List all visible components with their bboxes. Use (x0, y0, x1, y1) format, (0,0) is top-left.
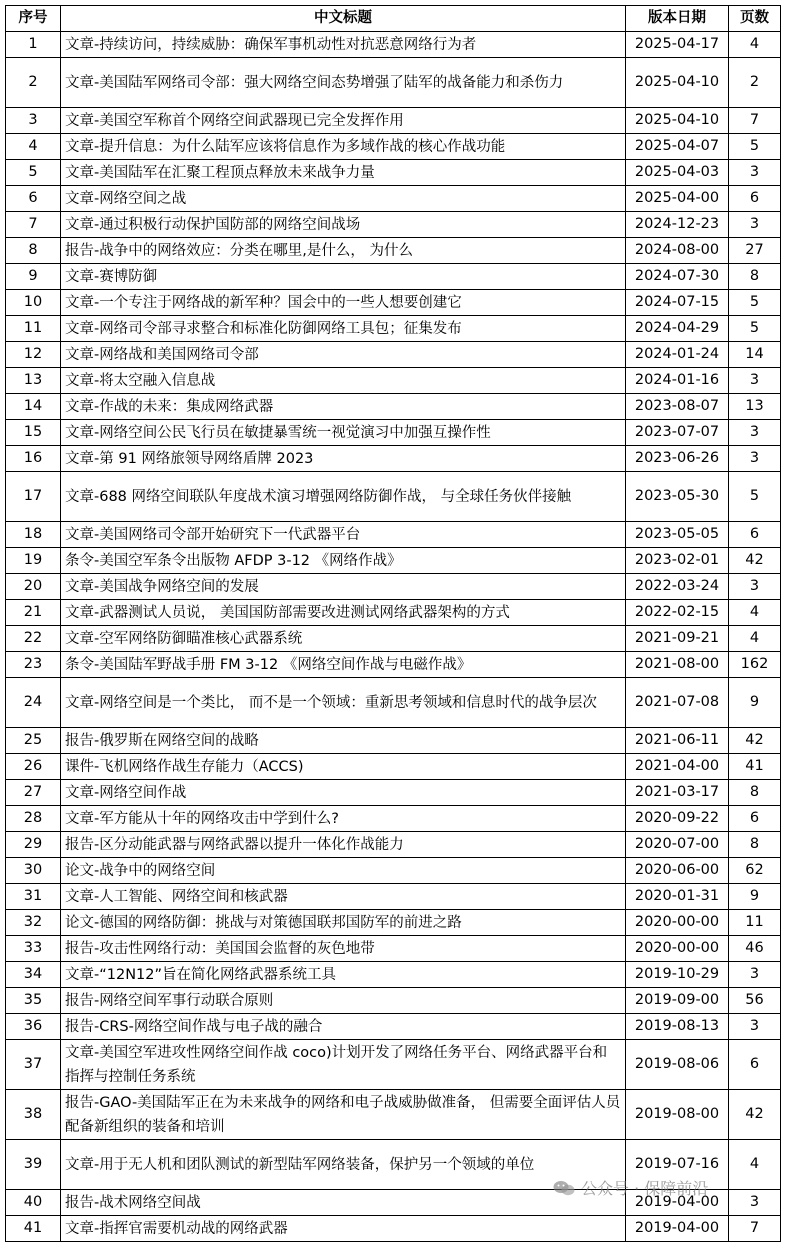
row-pages: 4 (729, 626, 781, 652)
row-pages: 9 (729, 884, 781, 910)
row-pages: 162 (729, 652, 781, 678)
row-title: 文章-网络空间是一个类比， 而不是一个领域：重新思考领域和信息时代的战争层次 (61, 678, 626, 728)
row-date: 2024-04-29 (626, 316, 729, 342)
row-title: 文章-赛博防御 (61, 264, 626, 290)
table-row (6, 1090, 781, 1140)
row-number: 33 (6, 936, 61, 962)
row-date: 2023-06-26 (626, 446, 729, 472)
row-title: 课件-飞机网络作战生存能力（ACCS) (61, 754, 626, 780)
header-no: 序号 (6, 6, 61, 32)
row-title: 文章-688 网络空间联队年度战术演习增强网络防御作战， 与全球任务伙伴接触 (61, 472, 626, 522)
row-pages: 46 (729, 936, 781, 962)
table-row (6, 652, 781, 678)
row-date: 2020-07-00 (626, 832, 729, 858)
row-pages: 3 (729, 1014, 781, 1040)
watermark-text: 公众号 · 保障前沿 (581, 1179, 709, 1198)
row-number: 24 (6, 678, 61, 728)
row-date: 2022-02-15 (626, 600, 729, 626)
row-pages: 3 (729, 446, 781, 472)
row-title: 文章-武器测试人员说， 美国国防部需要改进测试网络武器架构的方式 (61, 600, 626, 626)
table-row (6, 884, 781, 910)
row-number: 10 (6, 290, 61, 316)
row-number: 4 (6, 134, 61, 160)
row-pages: 4 (729, 600, 781, 626)
row-number: 9 (6, 264, 61, 290)
row-number: 30 (6, 858, 61, 884)
row-date: 2023-02-01 (626, 548, 729, 574)
row-number: 25 (6, 728, 61, 754)
row-number: 8 (6, 238, 61, 264)
row-date: 2024-01-24 (626, 342, 729, 368)
row-pages: 5 (729, 316, 781, 342)
row-pages: 11 (729, 910, 781, 936)
row-date: 2019-04-00 (626, 1190, 729, 1216)
row-number: 3 (6, 108, 61, 134)
table-body (6, 32, 781, 1242)
row-pages: 41 (729, 754, 781, 780)
table-row (6, 832, 781, 858)
row-pages: 42 (729, 1090, 781, 1140)
row-title: 文章-网络战和美国网络司令部 (61, 342, 626, 368)
table-row (6, 522, 781, 548)
row-date: 2025-04-03 (626, 160, 729, 186)
header-date: 版本日期 (626, 6, 729, 32)
row-date: 2025-04-07 (626, 134, 729, 160)
row-number: 39 (6, 1140, 61, 1190)
row-date: 2021-07-08 (626, 678, 729, 728)
row-pages: 14 (729, 342, 781, 368)
row-date: 2019-08-00 (626, 1090, 729, 1140)
row-pages: 13 (729, 394, 781, 420)
row-number: 21 (6, 600, 61, 626)
row-date: 2021-04-00 (626, 754, 729, 780)
row-number: 29 (6, 832, 61, 858)
table-row (6, 962, 781, 988)
row-number: 38 (6, 1090, 61, 1140)
table-row (6, 728, 781, 754)
row-number: 22 (6, 626, 61, 652)
row-pages: 4 (729, 1140, 781, 1190)
row-pages: 8 (729, 264, 781, 290)
table-row (6, 1014, 781, 1040)
row-pages: 8 (729, 780, 781, 806)
row-pages: 62 (729, 858, 781, 884)
row-title: 论文-战争中的网络空间 (61, 858, 626, 884)
table-row (6, 160, 781, 186)
row-title: 报告-攻击性网络行动：美国国会监督的灰色地带 (61, 936, 626, 962)
row-title: 文章-军方能从十年的网络攻击中学到什么? (61, 806, 626, 832)
row-pages: 42 (729, 548, 781, 574)
table-row (6, 446, 781, 472)
table-row (6, 342, 781, 368)
table-header-row (6, 6, 781, 32)
row-number: 32 (6, 910, 61, 936)
row-title: 报告-区分动能武器与网络武器以提升一体化作战能力 (61, 832, 626, 858)
row-title: 文章-提升信息：为什么陆军应该将信息作为多域作战的核心作战功能 (61, 134, 626, 160)
table-row (6, 212, 781, 238)
row-number: 6 (6, 186, 61, 212)
row-date: 2021-03-17 (626, 780, 729, 806)
row-date: 2020-09-22 (626, 806, 729, 832)
row-number: 35 (6, 988, 61, 1014)
row-number: 14 (6, 394, 61, 420)
row-pages: 6 (729, 186, 781, 212)
row-number: 15 (6, 420, 61, 446)
row-title: 文章-一个专注于网络战的新军种？国会中的一些人想要创建它 (61, 290, 626, 316)
row-date: 2023-05-05 (626, 522, 729, 548)
row-title: 文章-人工智能、网络空间和核武器 (61, 884, 626, 910)
row-title: 文章-美国战争网络空间的发展 (61, 574, 626, 600)
row-pages: 3 (729, 212, 781, 238)
row-date: 2019-08-06 (626, 1040, 729, 1090)
row-title: 报告-战术网络空间战 (61, 1190, 626, 1216)
row-title: 文章-美国陆军在汇聚工程顶点释放未来战争力量 (61, 160, 626, 186)
row-title: 论文-德国的网络防御：挑战与对策德国联邦国防军的前进之路 (61, 910, 626, 936)
table-row (6, 420, 781, 446)
row-title: 文章-将太空融入信息战 (61, 368, 626, 394)
table-row (6, 806, 781, 832)
row-number: 41 (6, 1216, 61, 1242)
row-title: 报告-GAO-美国陆军正在为未来战争的网络和电子战威胁做准备， 但需要全面评估人员配备新组织的装备和培训 (61, 1090, 626, 1140)
row-pages: 5 (729, 290, 781, 316)
row-title: 报告-CRS-网络空间作战与电子战的融合 (61, 1014, 626, 1040)
row-title: 文章-用于无人机和团队测试的新型陆军网络装备，保护另一个领域的单位 (61, 1140, 626, 1190)
row-date: 2023-05-30 (626, 472, 729, 522)
row-number: 40 (6, 1190, 61, 1216)
row-pages: 4 (729, 32, 781, 58)
table-row (6, 32, 781, 58)
row-number: 11 (6, 316, 61, 342)
row-title: 文章-作战的未来：集成网络武器 (61, 394, 626, 420)
row-pages: 56 (729, 988, 781, 1014)
row-title: 文章-网络空间作战 (61, 780, 626, 806)
row-number: 12 (6, 342, 61, 368)
table-row (6, 1040, 781, 1090)
table-row (6, 58, 781, 108)
table-row (6, 238, 781, 264)
row-title: 文章-持续访问，持续威胁：确保军事机动性对抗恶意网络行为者 (61, 32, 626, 58)
row-title: 文章-网络司令部寻求整合和标准化防御网络工具包；征集发布 (61, 316, 626, 342)
table-row (6, 678, 781, 728)
row-number: 23 (6, 652, 61, 678)
row-date: 2025-04-00 (626, 186, 729, 212)
table-row (6, 600, 781, 626)
row-number: 36 (6, 1014, 61, 1040)
row-number: 19 (6, 548, 61, 574)
row-date: 2021-08-00 (626, 652, 729, 678)
row-number: 20 (6, 574, 61, 600)
row-date: 2024-08-00 (626, 238, 729, 264)
row-pages: 3 (729, 1190, 781, 1216)
row-date: 2021-06-11 (626, 728, 729, 754)
table-row (6, 394, 781, 420)
table-row (6, 548, 781, 574)
row-pages: 5 (729, 472, 781, 522)
row-date: 2023-07-07 (626, 420, 729, 446)
table-row (6, 574, 781, 600)
row-title: 文章-美国空军进攻性网络空间作战 coco)计划开发了网络任务平台、网络武器平台和指挥与控制任务系统 (61, 1040, 626, 1090)
row-title: 文章-网络空间之战 (61, 186, 626, 212)
row-pages: 2 (729, 58, 781, 108)
row-pages: 9 (729, 678, 781, 728)
row-date: 2024-07-30 (626, 264, 729, 290)
row-title: 文章-空军网络防御瞄准核心武器系统 (61, 626, 626, 652)
header-title: 中文标题 (61, 6, 626, 32)
table-row (6, 186, 781, 212)
row-title: 文章-指挥官需要机动战的网络武器 (61, 1216, 626, 1242)
row-title: 文章-美国网络司令部开始研究下一代武器平台 (61, 522, 626, 548)
table-row (6, 264, 781, 290)
row-date: 2020-00-00 (626, 910, 729, 936)
table-row (6, 1190, 781, 1216)
row-date: 2025-04-10 (626, 58, 729, 108)
row-date: 2024-12-23 (626, 212, 729, 238)
table-row (6, 988, 781, 1014)
table-row (6, 316, 781, 342)
row-date: 2024-01-16 (626, 368, 729, 394)
row-pages: 3 (729, 574, 781, 600)
row-number: 17 (6, 472, 61, 522)
table-row (6, 936, 781, 962)
row-date: 2019-07-16 (626, 1140, 729, 1190)
row-number: 26 (6, 754, 61, 780)
row-title: 文章-第 91 网络旅领导网络盾牌 2023 (61, 446, 626, 472)
row-pages: 3 (729, 368, 781, 394)
row-pages: 3 (729, 962, 781, 988)
row-number: 2 (6, 58, 61, 108)
row-pages: 42 (729, 728, 781, 754)
row-title: 报告-网络空间军事行动联合原则 (61, 988, 626, 1014)
table-row (6, 368, 781, 394)
table-row (6, 1140, 781, 1190)
row-title: 报告-战争中的网络效应：分类在哪里,是什么， 为什么 (61, 238, 626, 264)
row-title: 文章-“12N12”旨在简化网络武器系统工具 (61, 962, 626, 988)
row-number: 7 (6, 212, 61, 238)
row-number: 18 (6, 522, 61, 548)
row-number: 31 (6, 884, 61, 910)
table-row (6, 780, 781, 806)
row-number: 37 (6, 1040, 61, 1090)
row-title: 文章-通过积极行动保护国防部的网络空间战场 (61, 212, 626, 238)
row-date: 2019-09-00 (626, 988, 729, 1014)
row-pages: 6 (729, 806, 781, 832)
table-row (6, 134, 781, 160)
row-pages: 27 (729, 238, 781, 264)
row-number: 13 (6, 368, 61, 394)
row-pages: 6 (729, 522, 781, 548)
row-title: 文章-美国陆军网络司令部：强大网络空间态势增强了陆军的战备能力和杀伤力 (61, 58, 626, 108)
row-number: 5 (6, 160, 61, 186)
document-table (5, 5, 781, 1242)
row-title: 条令-美国陆军野战手册 FM 3-12 《网络空间作战与电磁作战》 (61, 652, 626, 678)
row-pages: 6 (729, 1040, 781, 1090)
row-pages: 3 (729, 420, 781, 446)
row-number: 16 (6, 446, 61, 472)
row-date: 2021-09-21 (626, 626, 729, 652)
row-title: 文章-网络空间公民飞行员在敏捷暴雪统一视觉演习中加强互操作性 (61, 420, 626, 446)
row-number: 34 (6, 962, 61, 988)
row-pages: 7 (729, 108, 781, 134)
table-row (6, 290, 781, 316)
row-title: 条令-美国空军条令出版物 AFDP 3-12 《网络作战》 (61, 548, 626, 574)
table-row (6, 910, 781, 936)
row-pages: 8 (729, 832, 781, 858)
table-row (6, 754, 781, 780)
row-date: 2020-00-00 (626, 936, 729, 962)
row-title: 文章-美国空军称首个网络空间武器现已完全发挥作用 (61, 108, 626, 134)
row-pages: 3 (729, 160, 781, 186)
row-number: 27 (6, 780, 61, 806)
row-date: 2020-01-31 (626, 884, 729, 910)
table-row (6, 626, 781, 652)
row-date: 2020-06-00 (626, 858, 729, 884)
row-date: 2019-04-00 (626, 1216, 729, 1242)
row-title: 报告-俄罗斯在网络空间的战略 (61, 728, 626, 754)
row-date: 2025-04-17 (626, 32, 729, 58)
row-date: 2022-03-24 (626, 574, 729, 600)
row-number: 28 (6, 806, 61, 832)
row-number: 1 (6, 32, 61, 58)
row-date: 2025-04-10 (626, 108, 729, 134)
row-pages: 5 (729, 134, 781, 160)
row-date: 2024-07-15 (626, 290, 729, 316)
row-date: 2023-08-07 (626, 394, 729, 420)
table-row (6, 1216, 781, 1242)
row-date: 2019-08-13 (626, 1014, 729, 1040)
row-pages: 7 (729, 1216, 781, 1242)
row-date: 2019-10-29 (626, 962, 729, 988)
table-row (6, 108, 781, 134)
header-pages: 页数 (729, 6, 781, 32)
table-row (6, 858, 781, 884)
table-row (6, 472, 781, 522)
